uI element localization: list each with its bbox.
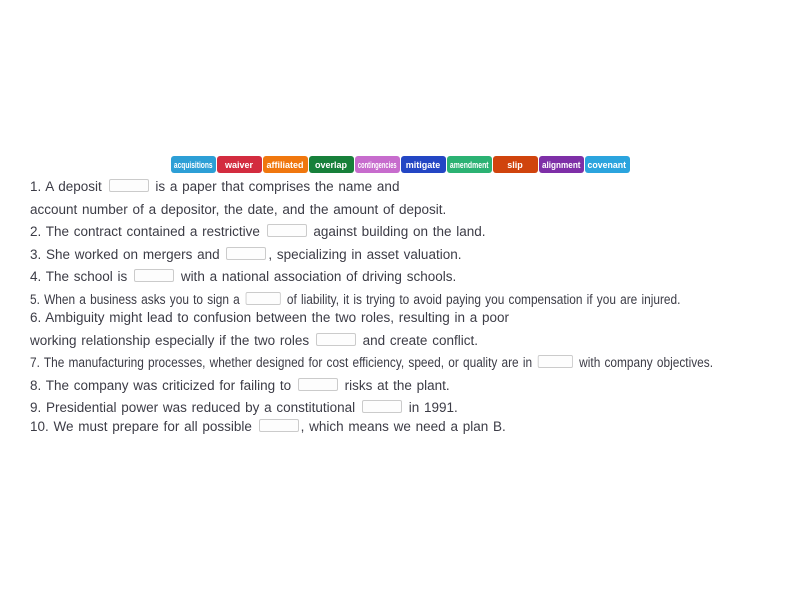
word-chip[interactable] — [309, 156, 354, 173]
word-chip-label: alignment — [541, 159, 581, 170]
sentence-text: 1. A deposit — [30, 179, 107, 194]
word-chip-label: mitigate — [405, 159, 441, 170]
sentence-text: 7. The manufacturing processes, whether designed for cost efficiency, speed, or quality are in — [30, 355, 537, 370]
sentence-text: 3. She worked on mergers and — [30, 246, 225, 262]
sentence-text: against building on the land. — [308, 224, 486, 239]
sentence-text: with a national association of driving schools. — [176, 269, 457, 284]
word-chip-label: affiliated — [266, 159, 304, 170]
sentence-line — [30, 330, 795, 353]
answer-blank[interactable] — [109, 179, 149, 192]
sentences — [30, 176, 795, 438]
word-chip[interactable] — [401, 156, 446, 173]
word-chip[interactable] — [171, 156, 216, 173]
sentence-line — [30, 375, 795, 398]
sentence-line — [30, 176, 795, 199]
sentence-text: 6. Ambiguity might lead to confusion between the two roles, resulting in a poor — [30, 310, 510, 325]
answer-blank[interactable] — [134, 269, 174, 282]
sentence-text: with company objectives. — [574, 355, 714, 370]
word-chip[interactable] — [217, 156, 262, 173]
answer-blank[interactable] — [267, 224, 307, 237]
sentence-line — [30, 199, 795, 222]
answer-blank[interactable] — [246, 292, 281, 305]
sentence-text: 4. The school is — [30, 269, 133, 284]
answer-blank[interactable] — [316, 333, 356, 346]
sentence-text: risks at the plant. — [339, 377, 450, 393]
word-chip-label: covenant — [587, 159, 627, 170]
sentence-text: in 1991. — [403, 400, 458, 415]
word-chip[interactable] — [263, 156, 308, 173]
sentence-text: 2. The contract contained a restrictive — [30, 224, 265, 239]
sentence-text: 9. Presidential power was reduced by a constitutional — [30, 400, 360, 415]
answer-blank[interactable] — [362, 400, 402, 413]
answer-blank[interactable] — [259, 419, 299, 432]
sentence-text: 10. We must prepare for all possible — [30, 418, 257, 434]
word-chip[interactable] — [355, 156, 400, 173]
sentence-text: 5. When a business asks you to sign a — [30, 291, 244, 307]
sentence-text: working relationship especially if the two roles — [30, 332, 314, 348]
word-chip-label: acquisitions — [173, 159, 213, 170]
answer-blank[interactable] — [298, 378, 338, 391]
sentence-line — [30, 266, 795, 289]
word-chip[interactable] — [447, 156, 492, 173]
word-chip-label: slip — [507, 159, 523, 170]
word-chip-label: contingencies — [357, 159, 397, 170]
sentence-line — [30, 289, 703, 312]
sentence-text: , which means we need a plan B. — [300, 418, 506, 434]
sentence-line — [30, 244, 795, 267]
word-chip-label: waiver — [224, 159, 254, 170]
sentence-text: of liability, it is trying to avoid paying you compensation if you are injured. — [282, 291, 681, 307]
sentence-text: is a paper that comprises the name and — [150, 179, 400, 194]
word-chip-label: amendment — [449, 159, 489, 170]
sentence-line — [30, 352, 714, 375]
sentence-text: and create conflict. — [357, 332, 478, 348]
word-bank — [0, 156, 800, 173]
answer-blank[interactable] — [226, 247, 266, 260]
sentence-text: account number of a depositor, the date, and the amount of deposit. — [30, 201, 447, 217]
word-chip[interactable] — [585, 156, 630, 173]
sentence-line — [30, 416, 795, 439]
sentence-text: 8. The company was criticized for failing to — [30, 377, 296, 393]
sentence-line — [30, 221, 795, 244]
answer-blank[interactable] — [538, 355, 573, 368]
sentence-text: , specializing in asset valuation. — [268, 246, 462, 262]
word-chip[interactable] — [539, 156, 584, 173]
word-chip-label: overlap — [314, 159, 347, 170]
word-chip[interactable] — [493, 156, 538, 173]
